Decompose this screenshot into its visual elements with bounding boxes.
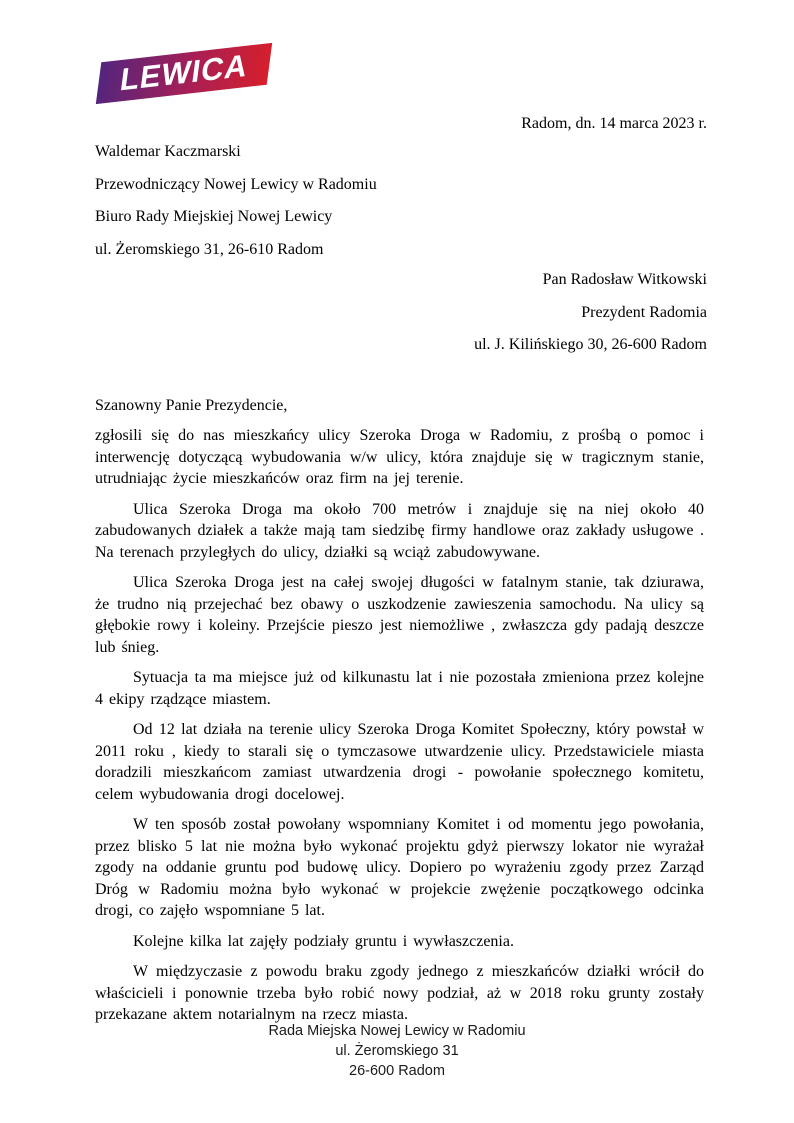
recipient-line: ul. J. Kilińskiego 30, 26-600 Radom [474,336,707,353]
letter-body [95,425,704,1035]
footer-line: 26-600 Radom [349,1063,445,1079]
recipient-block [95,271,707,369]
paragraph: W ten sposób został powołany wspomniany Komitet i od momentu jego powołania, przez blisko 5 lat nie można było wykonać projektu gdyż pierwszy lokator nie wyrażał zgody na oddanie gruntu pod budowę ulicy. Dopiero po wyrażeniu zgody przez Zarząd Dróg w Radomiu można było wykonać w projekcie zwężenie początkowego odcinka drogi, co zajęło wspomniane 5 lat. [95,816,704,919]
salutation: Szanowny Panie Prezydencie, [95,397,288,414]
sender-line: ul. Żeromskiego 31, 26-610 Radom [95,240,324,258]
recipient-line: Pan Radosław Witkowski [542,271,707,288]
lewica-logo-text: LEWICA [118,47,251,98]
paragraph: Ulica Szeroka Droga jest na całej swojej długości w fatalnym stanie, tak dziurawa, że trudno nią przejechać bez obawy o uszkodzenie zawieszenia samochodu. Na ulicy są głębokie rowy i koleiny. Przejście pieszo jest niemożliwe , zwłaszcza gdy padają deszcze lub śnieg. [95,574,704,656]
footer-line: ul. Żeromskiego 31 [335,1043,459,1059]
sender-line: Biuro Rady Miejskiej Nowej Lewicy [95,208,333,225]
paragraph: zgłosili się do nas mieszkańcy ulicy Szeroka Droga w Radomiu, z prośbą o pomoc i interwencję dotyczącą wybudowania w/w ulicy, która znajduje się w tragicznym stanie, utrudniając życie mieszkańców oraz firm na jej terenie. [95,427,704,487]
paragraph: Kolejne kilka lat zajęły podziały gruntu i wywłaszczenia. [133,932,514,950]
footer-line: Rada Miejska Nowej Lewicy w Radomiu [268,1023,526,1039]
paragraph: Sytuacja ta ma miejsce już od kilkunastu lat i nie pozostała zmieniona przez kolejne 4 ekipy rządzące miastem. [95,669,704,708]
lewica-logo [96,43,272,104]
date-line: Radom, dn. 14 marca 2023 r. [521,115,707,132]
footer-block [0,1021,794,1081]
sender-block [95,143,377,273]
paragraph: Od 12 lat działa na terenie ulicy Szeroka Droga Komitet Społeczny, który powstał w 2011 roku , kiedy to starali się o tymczasowe utwardzenie ulicy. Przedstawiciele miasta doradzili mieszkańcom zamiast utwardzenia drogi - powołanie społecznego komitetu, celem wybudowania drogi docelowej. [95,721,704,803]
sender-line: Przewodniczący Nowej Lewicy w Radomiu [95,175,377,193]
paragraph: W międzyczasie z powodu braku zgody jednego z mieszkańców działki wrócił do właścicieli i ponownie trzeba było robić nowy podział, aż w 2018 roku grunty zostały przekazane aktem notarialnym na rzecz miasta. [95,963,704,1023]
paragraph: Ulica Szeroka Droga ma około 700 metrów i znajduje się na niej około 40 zabudowanych działek a także mają tam siedzibę firmy handlowe oraz zakłady usługowe . Na terenach przyległych do ulicy, działki są wciąż zabudowywane. [95,500,704,561]
recipient-line: Prezydent Radomia [581,303,707,321]
sender-line: Waldemar Kaczmarski [95,143,241,160]
